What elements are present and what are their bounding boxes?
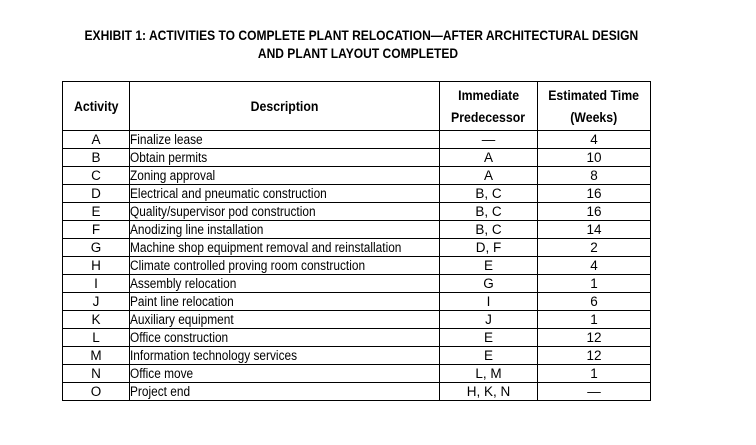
- description-text: Zoning approval: [130, 168, 216, 183]
- time-cell: 10: [538, 149, 651, 167]
- description-text: Auxiliary equipment: [130, 312, 234, 327]
- predecessor-cell: H, K, N: [440, 383, 538, 401]
- table-row: [63, 347, 651, 365]
- predecessor-cell: —: [440, 131, 538, 149]
- time-cell: 16: [538, 203, 651, 221]
- table-row: [63, 383, 651, 401]
- description-cell: [130, 149, 440, 167]
- time-cell: 4: [538, 131, 651, 149]
- activity-cell: L: [63, 329, 130, 347]
- exhibit-title: [84, 26, 639, 62]
- table-row: [63, 239, 651, 257]
- predecessor-cell: E: [440, 329, 538, 347]
- time-cell: 12: [538, 347, 651, 365]
- description-cell: [130, 275, 440, 293]
- time-cell: 4: [538, 257, 651, 275]
- activity-cell: E: [63, 203, 130, 221]
- description-text: Information technology services: [130, 348, 298, 363]
- header-description-label: Description: [250, 98, 319, 114]
- description-cell: [130, 347, 440, 365]
- table-row: [63, 311, 651, 329]
- description-text: Machine shop equipment removal and reinstallation: [130, 240, 402, 255]
- activity-cell: D: [63, 185, 130, 203]
- time-cell: 2: [538, 239, 651, 257]
- activity-cell: J: [63, 293, 130, 311]
- table-row: [63, 257, 651, 275]
- predecessor-cell: A: [440, 149, 538, 167]
- table-row: [63, 293, 651, 311]
- description-text: Office construction: [130, 330, 229, 345]
- table-row: [63, 203, 651, 221]
- time-cell: 16: [538, 185, 651, 203]
- description-cell: [130, 185, 440, 203]
- activity-cell: C: [63, 167, 130, 185]
- activity-cell: O: [63, 383, 130, 401]
- predecessor-cell: B, C: [440, 185, 538, 203]
- header-description: [130, 82, 440, 131]
- activity-cell: N: [63, 365, 130, 383]
- predecessor-cell: I: [440, 293, 538, 311]
- header-time-line-2: (Weeks): [570, 109, 618, 125]
- header-activity: [63, 82, 130, 131]
- header-predecessor: [440, 82, 538, 131]
- table-row: [63, 131, 651, 149]
- predecessor-cell: A: [440, 167, 538, 185]
- predecessor-cell: J: [440, 311, 538, 329]
- header-estimated-time: [538, 82, 651, 131]
- predecessor-cell: B, C: [440, 221, 538, 239]
- description-cell: [130, 329, 440, 347]
- description-text: Office move: [130, 366, 194, 381]
- predecessor-cell: B, C: [440, 203, 538, 221]
- description-text: Assembly relocation: [130, 276, 237, 291]
- description-cell: [130, 257, 440, 275]
- description-text: Electrical and pneumatic construction: [130, 186, 327, 201]
- time-cell: 1: [538, 365, 651, 383]
- time-cell: 8: [538, 167, 651, 185]
- exhibit-title-line-1: EXHIBIT 1: ACTIVITIES TO COMPLETE PLANT RELOCATION—AFTER ARCHITECTURAL DESIGN: [84, 27, 639, 43]
- header-time-line-1: Estimated Time: [548, 87, 640, 103]
- predecessor-cell: E: [440, 257, 538, 275]
- header-predecessor-line-2: Predecessor: [451, 109, 526, 125]
- description-cell: [130, 239, 440, 257]
- description-text: Finalize lease: [130, 132, 203, 147]
- table-row: [63, 275, 651, 293]
- predecessor-cell: E: [440, 347, 538, 365]
- description-cell: [130, 311, 440, 329]
- table-body: [63, 131, 651, 401]
- table-row: [63, 185, 651, 203]
- activity-cell: A: [63, 131, 130, 149]
- activity-cell: H: [63, 257, 130, 275]
- time-cell: 1: [538, 311, 651, 329]
- exhibit-title-line-2: AND PLANT LAYOUT COMPLETED: [257, 45, 459, 61]
- table-row: [63, 329, 651, 347]
- description-text: Anodizing line installation: [130, 222, 264, 237]
- table-header-row: [63, 82, 651, 131]
- description-cell: [130, 167, 440, 185]
- activity-cell: K: [63, 311, 130, 329]
- predecessor-cell: L, M: [440, 365, 538, 383]
- header-activity-label: Activity: [73, 98, 119, 114]
- description-text: Paint line relocation: [130, 294, 234, 309]
- header-predecessor-line-1: Immediate: [458, 87, 519, 103]
- description-text: Obtain permits: [130, 150, 208, 165]
- activity-cell: M: [63, 347, 130, 365]
- time-cell: —: [538, 383, 651, 401]
- description-cell: [130, 131, 440, 149]
- predecessor-cell: D, F: [440, 239, 538, 257]
- description-cell: [130, 203, 440, 221]
- table-row: [63, 167, 651, 185]
- description-text: Project end: [130, 384, 191, 399]
- description-cell: [130, 383, 440, 401]
- time-cell: 6: [538, 293, 651, 311]
- table-row: [63, 221, 651, 239]
- table-row: [63, 149, 651, 167]
- description-text: Quality/supervisor pod construction: [130, 204, 316, 219]
- time-cell: 14: [538, 221, 651, 239]
- description-cell: [130, 221, 440, 239]
- activity-cell: I: [63, 275, 130, 293]
- activity-cell: G: [63, 239, 130, 257]
- activity-cell: F: [63, 221, 130, 239]
- predecessor-cell: G: [440, 275, 538, 293]
- description-cell: [130, 365, 440, 383]
- activity-cell: B: [63, 149, 130, 167]
- table-row: [63, 365, 651, 383]
- time-cell: 12: [538, 329, 651, 347]
- time-cell: 1: [538, 275, 651, 293]
- description-cell: [130, 293, 440, 311]
- activities-table: [62, 81, 651, 401]
- description-text: Climate controlled proving room construction: [130, 258, 366, 273]
